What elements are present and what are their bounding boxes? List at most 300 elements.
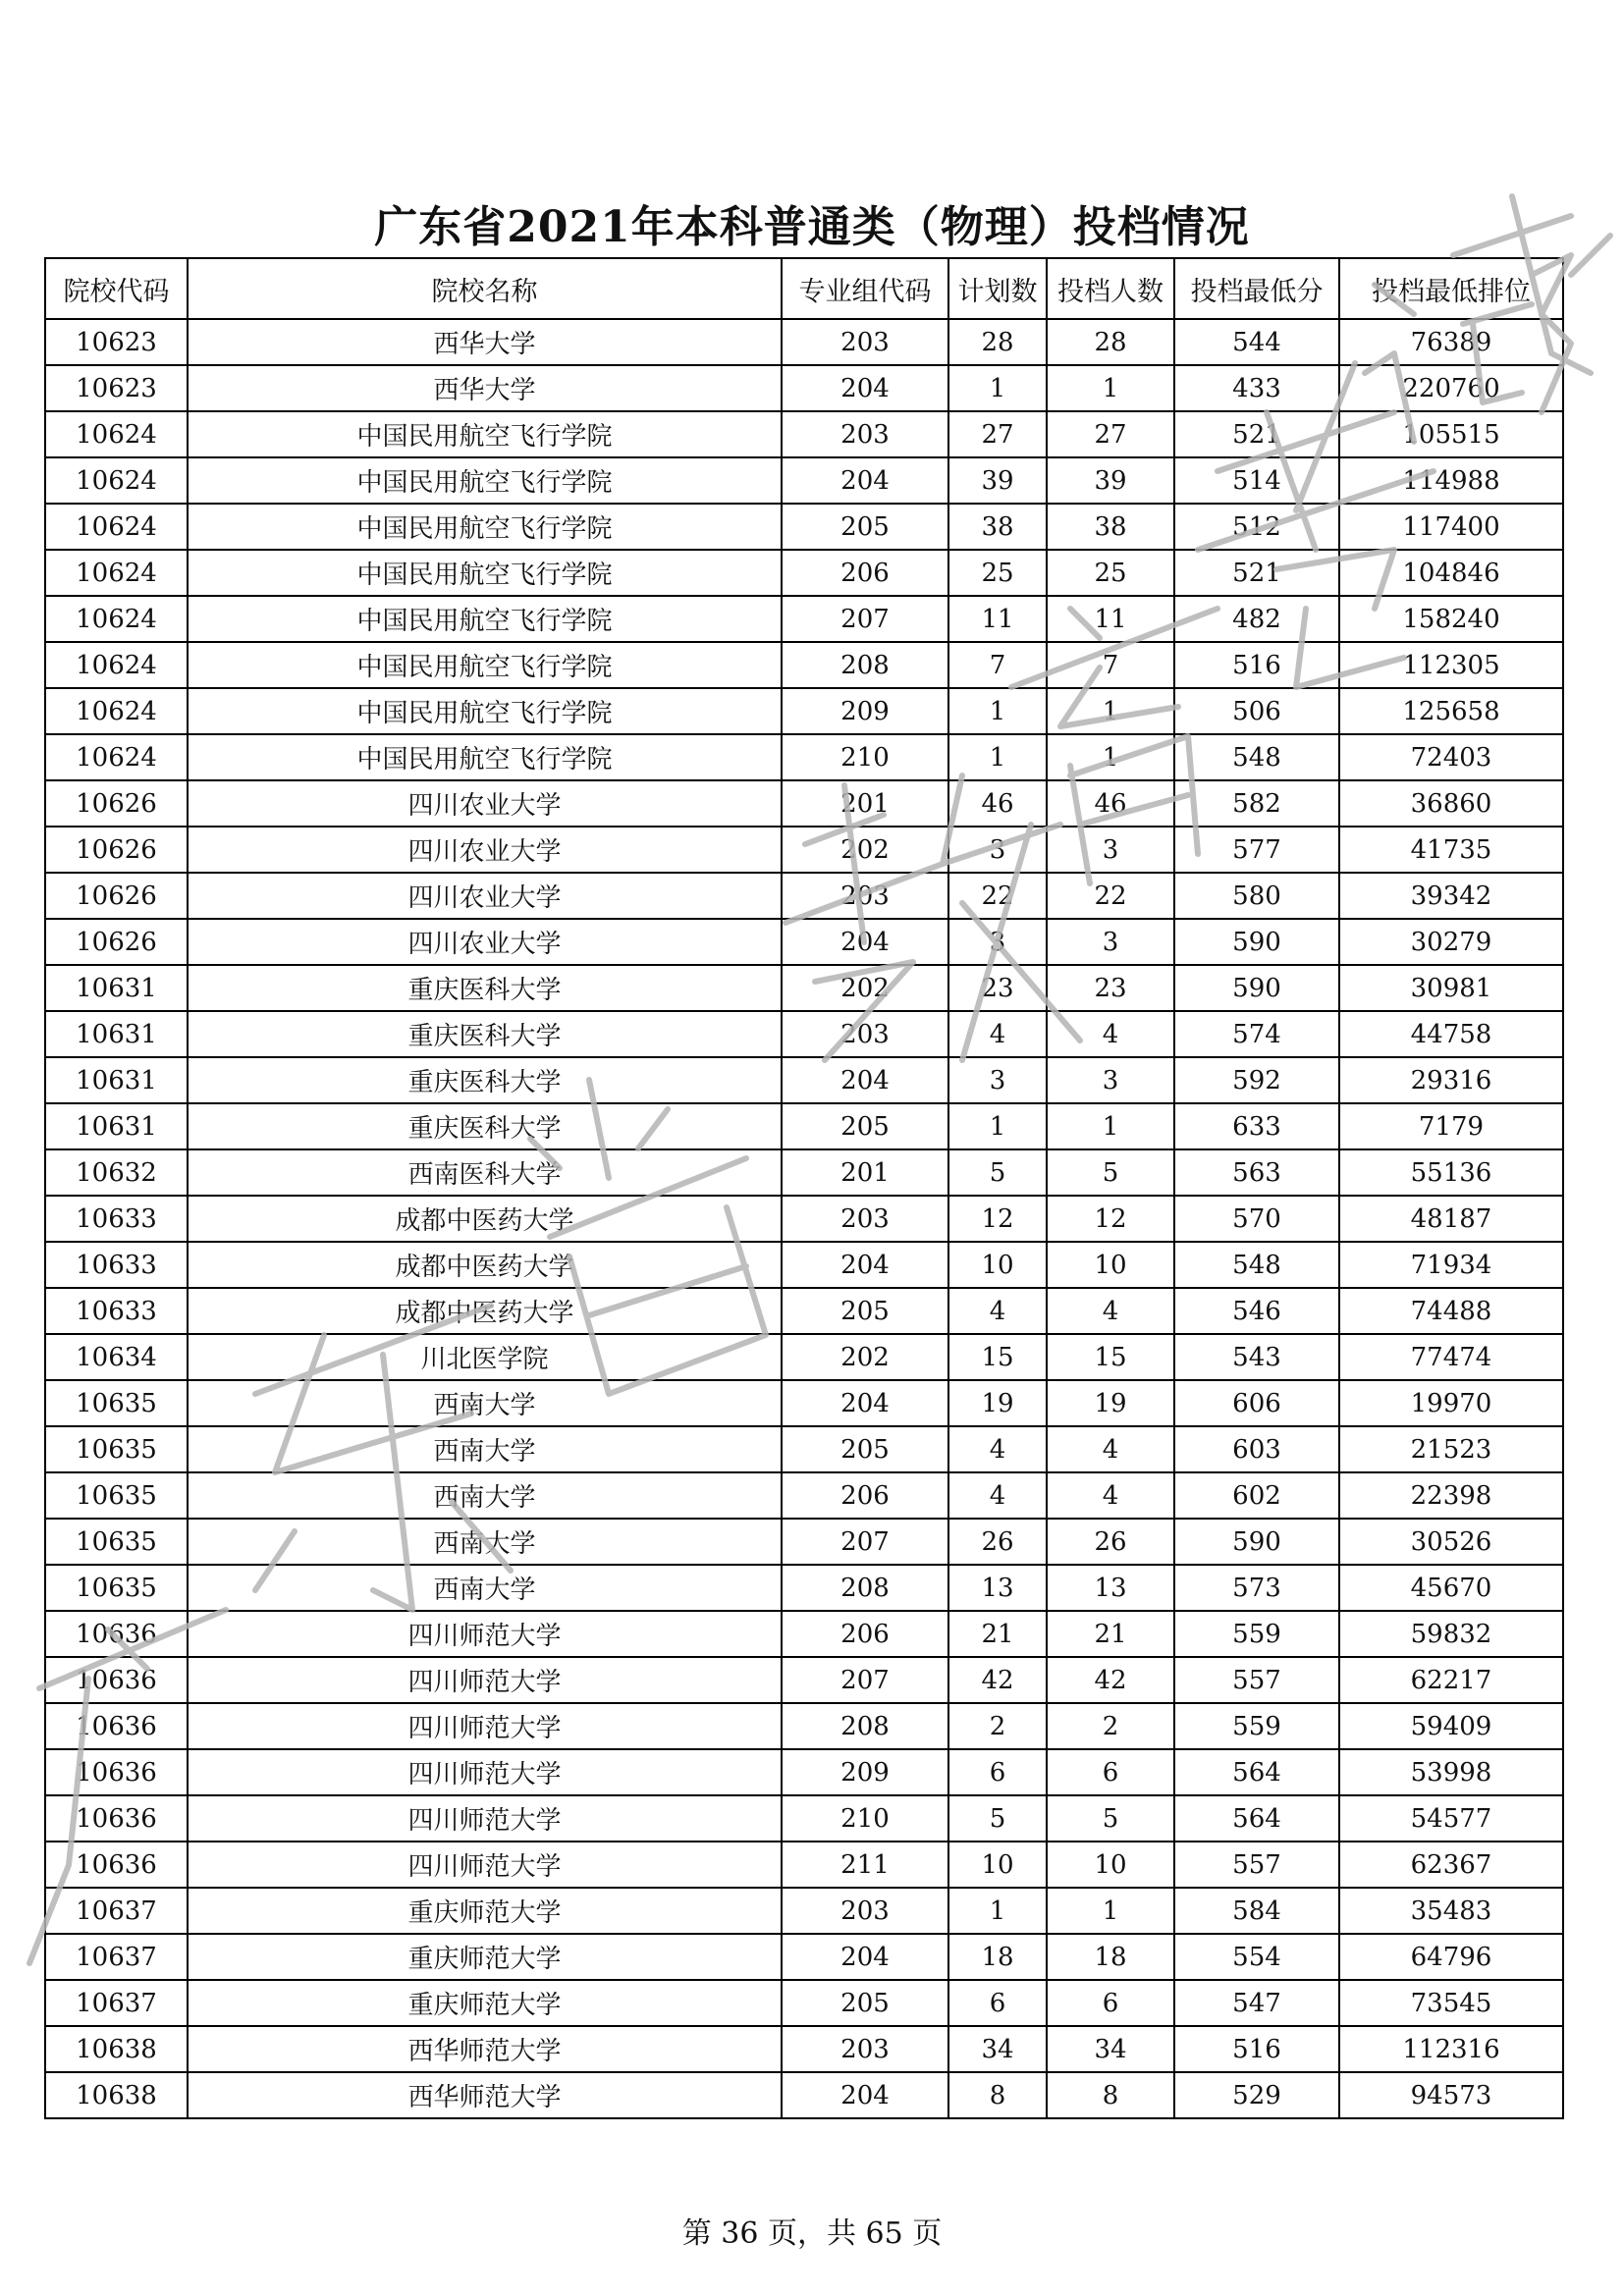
cell-admitted-count: 26 <box>1047 1519 1174 1565</box>
cell-school-code: 10638 <box>45 2072 188 2118</box>
table-row <box>45 1611 1563 1657</box>
cell-school-name: 成都中医药大学 <box>188 1196 782 1242</box>
cell-school-name: 西华师范大学 <box>188 2072 782 2118</box>
cell-min-rank: 35483 <box>1339 1888 1563 1934</box>
header-plan-count: 计划数 <box>948 258 1047 319</box>
cell-school-code: 10636 <box>45 1749 188 1795</box>
cell-school-code: 10626 <box>45 919 188 965</box>
cell-min-rank: 104846 <box>1339 550 1563 596</box>
cell-school-name: 四川农业大学 <box>188 919 782 965</box>
table-row <box>45 504 1563 550</box>
cell-admitted-count: 3 <box>1047 919 1174 965</box>
cell-plan-count: 2 <box>948 1703 1047 1749</box>
cell-group-code: 204 <box>782 365 948 411</box>
cell-school-name: 四川师范大学 <box>188 1795 782 1842</box>
cell-min-score: 633 <box>1174 1103 1339 1149</box>
table-row <box>45 642 1563 688</box>
cell-plan-count: 18 <box>948 1934 1047 1980</box>
table-row <box>45 1103 1563 1149</box>
cell-plan-count: 19 <box>948 1380 1047 1426</box>
table-row <box>45 1196 1563 1242</box>
table-row <box>45 1011 1563 1057</box>
cell-school-name: 中国民用航空飞行学院 <box>188 550 782 596</box>
table-row <box>45 919 1563 965</box>
cell-min-score: 514 <box>1174 457 1339 504</box>
cell-min-rank: 41735 <box>1339 827 1563 873</box>
cell-min-score: 516 <box>1174 642 1339 688</box>
cell-group-code: 204 <box>782 2072 948 2118</box>
table-row <box>45 1934 1563 1980</box>
page-title: 广东省2021年本科普通类（物理）投档情况 <box>374 202 1250 252</box>
cell-plan-count: 1 <box>948 688 1047 734</box>
cell-school-code: 10637 <box>45 1980 188 2026</box>
cell-admitted-count: 12 <box>1047 1196 1174 1242</box>
cell-group-code: 207 <box>782 596 948 642</box>
cell-school-code: 10626 <box>45 873 188 919</box>
cell-school-code: 10631 <box>45 1103 188 1149</box>
cell-min-score: 512 <box>1174 504 1339 550</box>
cell-min-rank: 62217 <box>1339 1657 1563 1703</box>
cell-min-rank: 30279 <box>1339 919 1563 965</box>
cell-plan-count: 8 <box>948 2072 1047 2118</box>
cell-group-code: 205 <box>782 1103 948 1149</box>
cell-school-code: 10624 <box>45 596 188 642</box>
cell-school-code: 10624 <box>45 642 188 688</box>
cell-min-rank: 53998 <box>1339 1749 1563 1795</box>
cell-min-rank: 7179 <box>1339 1103 1563 1149</box>
cell-admitted-count: 25 <box>1047 550 1174 596</box>
table-row <box>45 1888 1563 1934</box>
cell-school-name: 西华大学 <box>188 319 782 365</box>
cell-school-name: 重庆师范大学 <box>188 1980 782 2026</box>
cell-group-code: 208 <box>782 1565 948 1611</box>
cell-school-code: 10624 <box>45 734 188 780</box>
cell-group-code: 204 <box>782 457 948 504</box>
cell-min-rank: 30526 <box>1339 1519 1563 1565</box>
cell-admitted-count: 6 <box>1047 1980 1174 2026</box>
cell-school-code: 10636 <box>45 1611 188 1657</box>
cell-school-code: 10624 <box>45 411 188 457</box>
cell-min-score: 564 <box>1174 1749 1339 1795</box>
cell-plan-count: 39 <box>948 457 1047 504</box>
cell-min-score: 547 <box>1174 1980 1339 2026</box>
cell-min-score: 590 <box>1174 919 1339 965</box>
cell-admitted-count: 39 <box>1047 457 1174 504</box>
cell-group-code: 203 <box>782 319 948 365</box>
cell-min-score: 559 <box>1174 1703 1339 1749</box>
cell-admitted-count: 27 <box>1047 411 1174 457</box>
cell-plan-count: 22 <box>948 873 1047 919</box>
cell-plan-count: 25 <box>948 550 1047 596</box>
cell-school-name: 重庆师范大学 <box>188 1934 782 1980</box>
cell-min-score: 584 <box>1174 1888 1339 1934</box>
cell-min-rank: 76389 <box>1339 319 1563 365</box>
cell-min-rank: 72403 <box>1339 734 1563 780</box>
cell-school-name: 中国民用航空飞行学院 <box>188 688 782 734</box>
cell-plan-count: 28 <box>948 319 1047 365</box>
cell-min-score: 590 <box>1174 1519 1339 1565</box>
cell-plan-count: 10 <box>948 1242 1047 1288</box>
header-min-rank: 投档最低排位 <box>1339 258 1563 319</box>
cell-group-code: 204 <box>782 1057 948 1103</box>
cell-group-code: 205 <box>782 504 948 550</box>
cell-plan-count: 12 <box>948 1196 1047 1242</box>
header-group-code: 专业组代码 <box>782 258 948 319</box>
cell-school-code: 10624 <box>45 550 188 596</box>
cell-school-code: 10624 <box>45 457 188 504</box>
cell-min-rank: 29316 <box>1339 1057 1563 1103</box>
cell-admitted-count: 42 <box>1047 1657 1174 1703</box>
cell-min-rank: 44758 <box>1339 1011 1563 1057</box>
cell-min-score: 580 <box>1174 873 1339 919</box>
cell-min-rank: 220760 <box>1339 365 1563 411</box>
table-row <box>45 1657 1563 1703</box>
cell-plan-count: 38 <box>948 504 1047 550</box>
cell-min-rank: 158240 <box>1339 596 1563 642</box>
cell-min-score: 554 <box>1174 1934 1339 1980</box>
table-row <box>45 2072 1563 2118</box>
cell-admitted-count: 1 <box>1047 734 1174 780</box>
cell-school-code: 10633 <box>45 1196 188 1242</box>
cell-school-name: 四川师范大学 <box>188 1611 782 1657</box>
table-row <box>45 1842 1563 1888</box>
cell-group-code: 205 <box>782 1980 948 2026</box>
cell-plan-count: 3 <box>948 827 1047 873</box>
cell-school-name: 四川农业大学 <box>188 873 782 919</box>
cell-plan-count: 3 <box>948 1057 1047 1103</box>
cell-min-score: 516 <box>1174 2026 1339 2072</box>
cell-min-rank: 59832 <box>1339 1611 1563 1657</box>
header-school-name: 院校名称 <box>188 258 782 319</box>
cell-school-name: 西南大学 <box>188 1472 782 1519</box>
cell-school-name: 重庆医科大学 <box>188 1011 782 1057</box>
cell-min-score: 548 <box>1174 734 1339 780</box>
cell-school-code: 10631 <box>45 1011 188 1057</box>
cell-min-score: 521 <box>1174 550 1339 596</box>
cell-group-code: 203 <box>782 873 948 919</box>
cell-school-code: 10632 <box>45 1149 188 1196</box>
table-row <box>45 688 1563 734</box>
table-row <box>45 1749 1563 1795</box>
cell-min-score: 544 <box>1174 319 1339 365</box>
cell-admitted-count: 3 <box>1047 1057 1174 1103</box>
header-min-score: 投档最低分 <box>1174 258 1339 319</box>
cell-min-rank: 21523 <box>1339 1426 1563 1472</box>
table-row <box>45 1565 1563 1611</box>
table-row <box>45 827 1563 873</box>
cell-group-code: 201 <box>782 780 948 827</box>
cell-school-name: 四川农业大学 <box>188 827 782 873</box>
cell-admitted-count: 18 <box>1047 1934 1174 1980</box>
cell-min-score: 506 <box>1174 688 1339 734</box>
cell-min-rank: 39342 <box>1339 873 1563 919</box>
cell-admitted-count: 6 <box>1047 1749 1174 1795</box>
cell-school-code: 10635 <box>45 1472 188 1519</box>
cell-school-name: 西华大学 <box>188 365 782 411</box>
cell-plan-count: 42 <box>948 1657 1047 1703</box>
cell-school-code: 10633 <box>45 1242 188 1288</box>
cell-plan-count: 11 <box>948 596 1047 642</box>
cell-group-code: 202 <box>782 827 948 873</box>
cell-school-code: 10623 <box>45 365 188 411</box>
cell-min-score: 577 <box>1174 827 1339 873</box>
cell-group-code: 203 <box>782 1196 948 1242</box>
cell-group-code: 209 <box>782 1749 948 1795</box>
cell-admitted-count: 1 <box>1047 1103 1174 1149</box>
cell-admitted-count: 1 <box>1047 365 1174 411</box>
cell-school-name: 中国民用航空飞行学院 <box>188 457 782 504</box>
cell-school-code: 10623 <box>45 319 188 365</box>
cell-min-score: 543 <box>1174 1334 1339 1380</box>
cell-min-score: 548 <box>1174 1242 1339 1288</box>
table-row <box>45 2026 1563 2072</box>
cell-plan-count: 23 <box>948 965 1047 1011</box>
cell-min-score: 573 <box>1174 1565 1339 1611</box>
cell-min-rank: 112316 <box>1339 2026 1563 2072</box>
cell-school-code: 10638 <box>45 2026 188 2072</box>
cell-plan-count: 5 <box>948 1795 1047 1842</box>
cell-school-name: 川北医学院 <box>188 1334 782 1380</box>
cell-min-rank: 22398 <box>1339 1472 1563 1519</box>
cell-group-code: 208 <box>782 642 948 688</box>
cell-school-name: 西华师范大学 <box>188 2026 782 2072</box>
cell-group-code: 204 <box>782 919 948 965</box>
table-row <box>45 550 1563 596</box>
cell-group-code: 211 <box>782 1842 948 1888</box>
table-row <box>45 411 1563 457</box>
cell-min-score: 559 <box>1174 1611 1339 1657</box>
cell-min-score: 546 <box>1174 1288 1339 1334</box>
cell-plan-count: 3 <box>948 919 1047 965</box>
cell-min-score: 602 <box>1174 1472 1339 1519</box>
cell-school-name: 西南大学 <box>188 1426 782 1472</box>
cell-min-score: 603 <box>1174 1426 1339 1472</box>
cell-admitted-count: 4 <box>1047 1288 1174 1334</box>
table-row <box>45 1334 1563 1380</box>
cell-group-code: 210 <box>782 1795 948 1842</box>
cell-min-rank: 64796 <box>1339 1934 1563 1980</box>
cell-admitted-count: 28 <box>1047 319 1174 365</box>
cell-school-name: 重庆医科大学 <box>188 1103 782 1149</box>
cell-group-code: 203 <box>782 2026 948 2072</box>
cell-school-code: 10635 <box>45 1426 188 1472</box>
cell-school-name: 四川师范大学 <box>188 1657 782 1703</box>
cell-min-rank: 36860 <box>1339 780 1563 827</box>
cell-plan-count: 1 <box>948 365 1047 411</box>
cell-school-code: 10624 <box>45 688 188 734</box>
cell-min-score: 557 <box>1174 1657 1339 1703</box>
cell-plan-count: 10 <box>948 1842 1047 1888</box>
cell-school-name: 成都中医药大学 <box>188 1288 782 1334</box>
cell-min-rank: 77474 <box>1339 1334 1563 1380</box>
cell-school-name: 四川师范大学 <box>188 1842 782 1888</box>
cell-min-rank: 62367 <box>1339 1842 1563 1888</box>
cell-school-code: 10631 <box>45 1057 188 1103</box>
cell-min-score: 570 <box>1174 1196 1339 1242</box>
cell-min-rank: 74488 <box>1339 1288 1563 1334</box>
cell-group-code: 206 <box>782 1611 948 1657</box>
cell-school-code: 10637 <box>45 1934 188 1980</box>
cell-min-score: 557 <box>1174 1842 1339 1888</box>
cell-admitted-count: 22 <box>1047 873 1174 919</box>
cell-group-code: 208 <box>782 1703 948 1749</box>
cell-school-code: 10633 <box>45 1288 188 1334</box>
table-row <box>45 319 1563 365</box>
cell-group-code: 202 <box>782 965 948 1011</box>
cell-group-code: 205 <box>782 1426 948 1472</box>
page-footer: 第 36 页，共 65 页 <box>681 2216 943 2251</box>
table-row <box>45 596 1563 642</box>
header-school-code: 院校代码 <box>45 258 188 319</box>
cell-plan-count: 27 <box>948 411 1047 457</box>
cell-min-score: 606 <box>1174 1380 1339 1426</box>
cell-group-code: 203 <box>782 1011 948 1057</box>
cell-school-code: 10636 <box>45 1703 188 1749</box>
cell-school-code: 10636 <box>45 1795 188 1842</box>
cell-admitted-count: 38 <box>1047 504 1174 550</box>
cell-admitted-count: 1 <box>1047 688 1174 734</box>
cell-plan-count: 46 <box>948 780 1047 827</box>
cell-admitted-count: 8 <box>1047 2072 1174 2118</box>
cell-school-name: 中国民用航空飞行学院 <box>188 411 782 457</box>
cell-admitted-count: 34 <box>1047 2026 1174 2072</box>
cell-group-code: 203 <box>782 1888 948 1934</box>
cell-admitted-count: 5 <box>1047 1149 1174 1196</box>
cell-school-name: 中国民用航空飞行学院 <box>188 734 782 780</box>
cell-admitted-count: 13 <box>1047 1565 1174 1611</box>
cell-admitted-count: 3 <box>1047 827 1174 873</box>
cell-group-code: 206 <box>782 1472 948 1519</box>
table-row <box>45 965 1563 1011</box>
cell-group-code: 201 <box>782 1149 948 1196</box>
table-row <box>45 1149 1563 1196</box>
cell-group-code: 204 <box>782 1242 948 1288</box>
cell-admitted-count: 7 <box>1047 642 1174 688</box>
table-row <box>45 365 1563 411</box>
table-row <box>45 1426 1563 1472</box>
cell-school-code: 10635 <box>45 1519 188 1565</box>
cell-min-rank: 54577 <box>1339 1795 1563 1842</box>
cell-school-name: 中国民用航空飞行学院 <box>188 596 782 642</box>
cell-min-rank: 105515 <box>1339 411 1563 457</box>
cell-admitted-count: 19 <box>1047 1380 1174 1426</box>
cell-school-name: 中国民用航空飞行学院 <box>188 504 782 550</box>
cell-min-rank: 30981 <box>1339 965 1563 1011</box>
cell-school-name: 西南大学 <box>188 1380 782 1426</box>
cell-group-code: 205 <box>782 1288 948 1334</box>
cell-school-name: 重庆师范大学 <box>188 1888 782 1934</box>
cell-plan-count: 15 <box>948 1334 1047 1380</box>
cell-group-code: 204 <box>782 1934 948 1980</box>
cell-admitted-count: 15 <box>1047 1334 1174 1380</box>
cell-plan-count: 4 <box>948 1288 1047 1334</box>
cell-min-rank: 55136 <box>1339 1149 1563 1196</box>
cell-school-name: 西南大学 <box>188 1565 782 1611</box>
cell-min-score: 582 <box>1174 780 1339 827</box>
admission-table <box>44 257 1564 2119</box>
cell-min-score: 529 <box>1174 2072 1339 2118</box>
cell-min-score: 563 <box>1174 1149 1339 1196</box>
cell-min-rank: 73545 <box>1339 1980 1563 2026</box>
cell-school-code: 10634 <box>45 1334 188 1380</box>
cell-school-name: 西南大学 <box>188 1519 782 1565</box>
table-row <box>45 1380 1563 1426</box>
cell-plan-count: 6 <box>948 1980 1047 2026</box>
cell-admitted-count: 5 <box>1047 1795 1174 1842</box>
cell-school-code: 10626 <box>45 780 188 827</box>
table-row <box>45 1703 1563 1749</box>
cell-plan-count: 13 <box>948 1565 1047 1611</box>
table-row <box>45 1242 1563 1288</box>
cell-plan-count: 7 <box>948 642 1047 688</box>
cell-school-name: 成都中医药大学 <box>188 1242 782 1288</box>
cell-school-code: 10631 <box>45 965 188 1011</box>
cell-admitted-count: 10 <box>1047 1242 1174 1288</box>
cell-admitted-count: 2 <box>1047 1703 1174 1749</box>
cell-plan-count: 4 <box>948 1426 1047 1472</box>
table-row <box>45 1795 1563 1842</box>
cell-plan-count: 1 <box>948 1103 1047 1149</box>
cell-min-rank: 71934 <box>1339 1242 1563 1288</box>
cell-group-code: 209 <box>782 688 948 734</box>
cell-min-rank: 112305 <box>1339 642 1563 688</box>
cell-admitted-count: 10 <box>1047 1842 1174 1888</box>
cell-min-rank: 114988 <box>1339 457 1563 504</box>
cell-admitted-count: 1 <box>1047 1888 1174 1934</box>
header-admitted-count: 投档人数 <box>1047 258 1174 319</box>
cell-plan-count: 26 <box>948 1519 1047 1565</box>
table-row <box>45 1057 1563 1103</box>
cell-school-name: 中国民用航空飞行学院 <box>188 642 782 688</box>
cell-school-name: 西南医科大学 <box>188 1149 782 1196</box>
cell-min-rank: 59409 <box>1339 1703 1563 1749</box>
cell-min-score: 433 <box>1174 365 1339 411</box>
cell-group-code: 204 <box>782 1380 948 1426</box>
cell-min-rank: 48187 <box>1339 1196 1563 1242</box>
cell-min-score: 564 <box>1174 1795 1339 1842</box>
table-header-row <box>45 258 1563 319</box>
cell-admitted-count: 21 <box>1047 1611 1174 1657</box>
cell-min-rank: 125658 <box>1339 688 1563 734</box>
cell-admitted-count: 46 <box>1047 780 1174 827</box>
cell-plan-count: 1 <box>948 1888 1047 1934</box>
cell-school-name: 四川师范大学 <box>188 1703 782 1749</box>
table-row <box>45 457 1563 504</box>
cell-school-code: 10626 <box>45 827 188 873</box>
cell-min-score: 521 <box>1174 411 1339 457</box>
cell-school-code: 10636 <box>45 1657 188 1703</box>
cell-school-name: 四川农业大学 <box>188 780 782 827</box>
cell-school-code: 10635 <box>45 1380 188 1426</box>
table-row <box>45 780 1563 827</box>
table-row <box>45 1980 1563 2026</box>
table-row <box>45 734 1563 780</box>
cell-group-code: 210 <box>782 734 948 780</box>
cell-plan-count: 21 <box>948 1611 1047 1657</box>
table-body <box>45 319 1563 2118</box>
cell-plan-count: 6 <box>948 1749 1047 1795</box>
cell-school-code: 10637 <box>45 1888 188 1934</box>
table-row <box>45 873 1563 919</box>
cell-school-code: 10635 <box>45 1565 188 1611</box>
cell-group-code: 207 <box>782 1657 948 1703</box>
cell-group-code: 206 <box>782 550 948 596</box>
cell-min-rank: 94573 <box>1339 2072 1563 2118</box>
cell-admitted-count: 11 <box>1047 596 1174 642</box>
cell-plan-count: 4 <box>948 1011 1047 1057</box>
cell-school-name: 四川师范大学 <box>188 1749 782 1795</box>
cell-min-score: 592 <box>1174 1057 1339 1103</box>
